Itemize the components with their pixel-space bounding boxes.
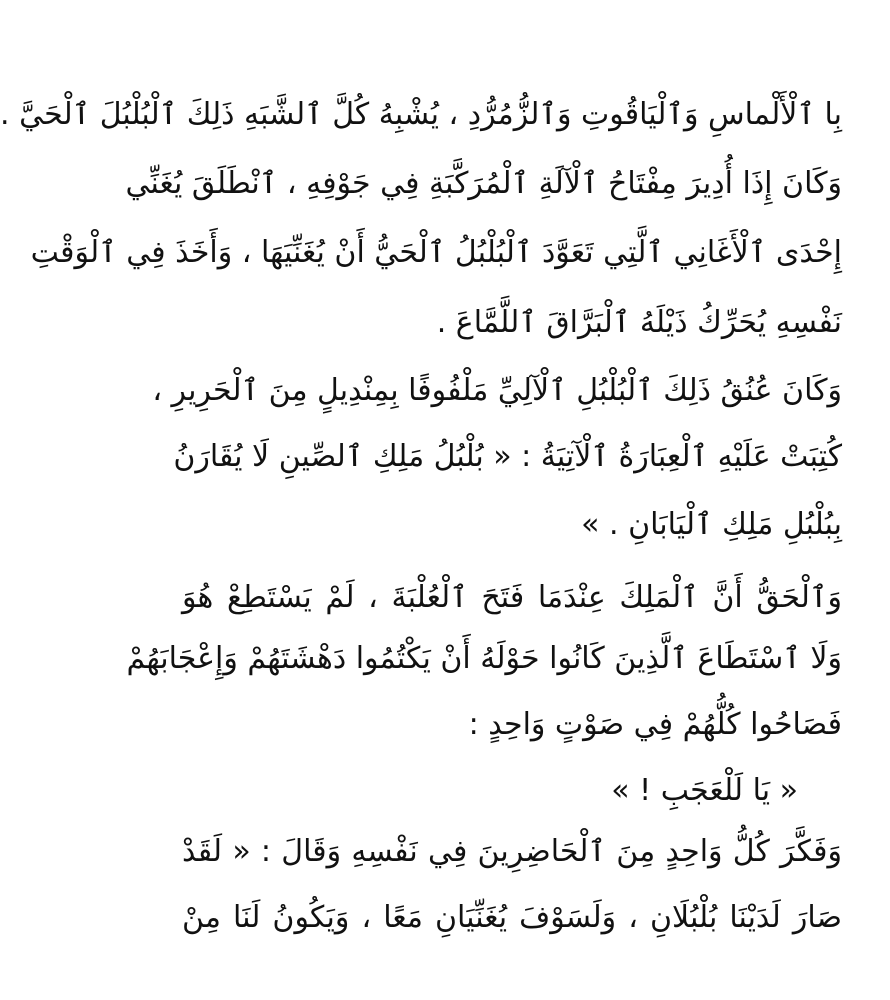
text-line-3: إِحْدَى ٱلْأَغَانِي ٱلَّتِي تَعَوَّدَ ٱلْبُلْبُلُ ٱلْحَيُّ أَنْ يُغَنِّيَهَا ، وَأَخَذَ فِي ٱلْوَقْتِ (30, 235, 842, 270)
text-line-8: وَٱلْحَقُّ أَنَّ ٱلْمَلِكَ عِنْدَمَا فَتَحَ ٱلْعُلْبَةَ ، لَمْ يَسْتَطِعْ هُوَ (182, 580, 842, 615)
text-line-7: بِبُلْبُلِ مَلِكِ ٱلْيَابَانِ . » (581, 507, 842, 542)
text-line-4: نَفْسِهِ يُحَرِّكُ ذَيْلَهُ ٱلْبَرَّاقَ ٱللَّمَّاعَ . (436, 305, 842, 340)
text-line-9: وَلَا ٱسْتَطَاعَ ٱلَّذِينَ كَانُوا حَوْلَهُ أَنْ يَكْتُمُوا دَهْشَتَهُمْ وَإِعْجَابَهُمْ (126, 641, 842, 676)
text-line-12: وَفَكَّرَ كُلُّ وَاحِدٍ مِنَ ٱلْحَاضِرِينَ فِي نَفْسِهِ وَقَالَ : « لَقَدْ (182, 834, 842, 869)
text-line-6: كُتِبَتْ عَلَيْهِ ٱلْعِبَارَةُ ٱلْآتِيَةُ : « بُلْبُلُ مَلِكِ ٱلصِّينِ لَا يُقَارَنُ (173, 439, 842, 474)
text-line-13: صَارَ لَدَيْنَا بُلْبُلَانِ ، وَلَسَوْفَ يُغَنِّيَانِ مَعًا ، وَيَكُونُ لَنَا مِنْ (182, 900, 842, 935)
text-line-5: وَكَانَ عُنُقُ ذَلِكَ ٱلْبُلْبُلِ ٱلْآلِيِّ مَلْفُوفًا بِمِنْدِيلٍ مِنَ ٱلْحَرِيرِ ، (152, 373, 842, 408)
text-line-1: بِا ٱلْأَلْماسِ وَٱلْيَاقُوتِ وَٱلزُّمُرُّدِ ، يُشْبِهُ كُلَّ ٱلشَّبَهِ ذَلِكَ ٱلْبُلْبُلَ ٱلْحَيَّ . (0, 97, 842, 132)
text-line-10: فَصَاحُوا كُلُّهُمْ فِي صَوْتٍ وَاحِدٍ : (468, 707, 842, 742)
text-line-11: « يَا لَلْعَجَبِ ! » (611, 773, 798, 808)
text-line-2: وَكَانَ إِذَا أُدِيرَ مِفْتَاحُ ٱلْآلَةِ ٱلْمُرَكَّبَةِ فِي جَوْفِهِ ، ٱنْطَلَقَ يُغَنِّي (125, 166, 842, 201)
